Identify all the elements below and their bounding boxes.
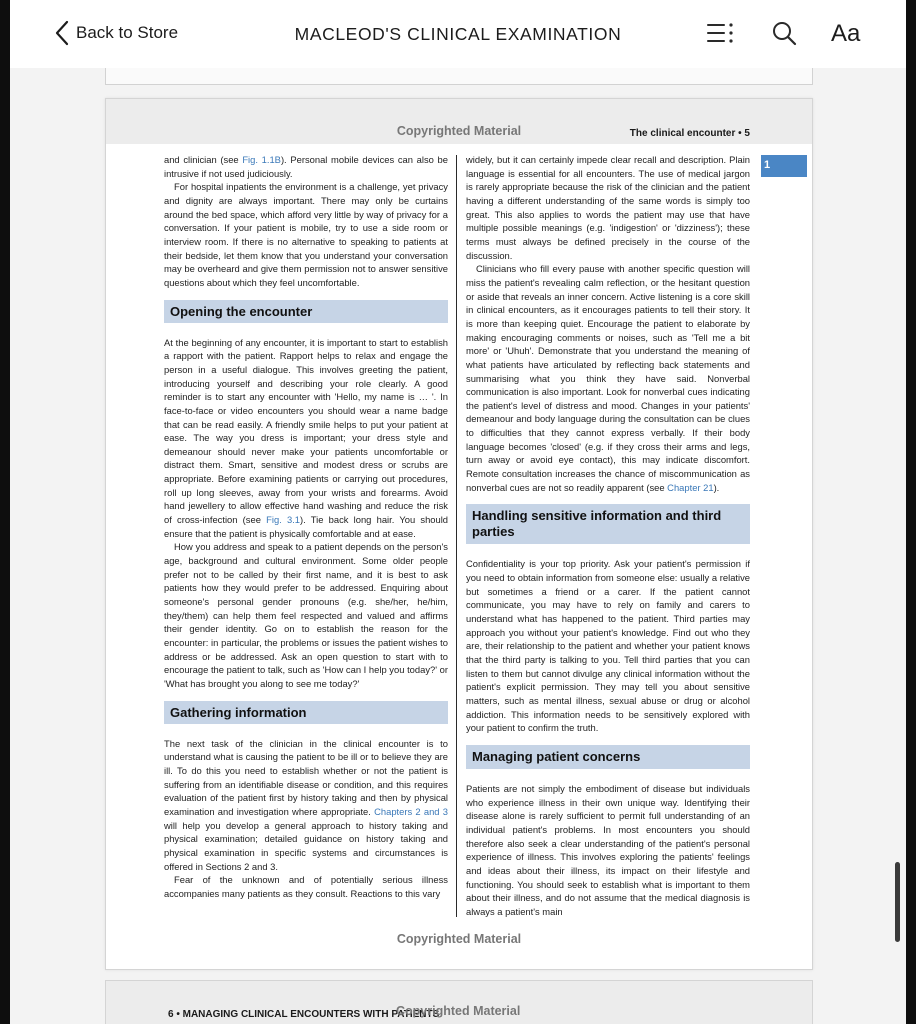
copyright-notice-top: Copyrighted Material	[396, 124, 522, 138]
book-page	[105, 98, 813, 970]
left-edge	[0, 0, 10, 1024]
right-edge	[906, 0, 916, 1024]
paragraph: Confidentiality is your top priority. Ask your patient's permission if you need to obtain information from someone else: usually a relative but sometimes a friend or a carer. If the patient cannot communicate, you may have to rely on family and carers to understand what has happened to the patient. Third parties may approach you without your patient's knowledge. Find out who they are, their relationship to the patient and whether your patient knows that the third party is talking to you. Tell third parties that you can listen to them but cannot divulge any clinical information without the patient's explicit permission. They may tell you about sensitive matters, such as mental illness, sexual abuse or drug or alcohol addiction. This information needs to be sensitively explored with your patient to confirm the truth.	[466, 558, 750, 734]
right-column	[466, 153, 750, 919]
section-heading: Gathering information	[164, 701, 448, 724]
book-title: MACLEOD'S CLINICAL EXAMINATION	[294, 24, 622, 44]
running-head: The clinical encounter • 5	[629, 128, 750, 139]
chapter-link[interactable]: Chapters 2 and 3	[374, 805, 448, 817]
next-running-head: 6 • MANAGING CLINICAL ENCOUNTERS WITH PATIENTS	[168, 1009, 440, 1020]
scrollbar-thumb[interactable]	[895, 862, 900, 942]
paragraph: Fear of the unknown and of potentially serious illness accompanies many patients as they consult. Reactions to this vary	[164, 874, 448, 899]
search-icon[interactable]	[770, 18, 800, 53]
section-heading: Handling sensitive information and third parties	[466, 504, 750, 544]
copyright-notice-bottom: Copyrighted Material	[396, 932, 522, 946]
section-heading: Opening the encounter	[164, 300, 448, 323]
chapter-tab: 1	[761, 155, 807, 177]
paragraph: For hospital inpatients the environment is a challenge, yet privacy and dignity are always important. There may only be curtains around the bed space, which afford very little by way of privacy for a conversation. If your patient is mobile, try to use a side room or interview room. If there is no alternative to speaking to patients at their bedside, let them know that you understand your conversation may be overheard and give them permission not to answer sensitive questions about which they feel uncomfortable.	[164, 181, 448, 288]
next-copyright-notice: Copyrighted Material	[396, 1004, 521, 1018]
back-label: Back to Store	[76, 23, 179, 42]
left-column	[164, 153, 448, 901]
toc-list-icon[interactable]	[706, 18, 736, 53]
next-page	[105, 980, 813, 1024]
column-divider	[456, 155, 457, 917]
chapter-link[interactable]: Chapter 21	[667, 481, 714, 493]
paragraph: How you address and speak to a patient depends on the person's age, background and cultural environment. Some older people prefer not to be called by their first name, and it is best to ask patients how they would prefer to be addressed. Enquiring about someone's personal gender pronouns (e.g. she/her, he/him, they/them) can help them feel respected and valued and affirms their gender identity. Go on to establish the reason for the encounter: in particular, the problems or issues the patient wishes to address or be addressed. Ask an open question to start with to encourage the patient to talk, such as 'How can I help you today?' or 'What has brought you along to see me today?'	[164, 541, 448, 689]
reading-area	[10, 68, 906, 1024]
paragraph: and clinician (see Fig. 1.1B). Personal mobile devices can also be intrusive if not used judiciously.	[164, 154, 448, 179]
figure-link[interactable]: Fig. 3.1	[266, 514, 301, 526]
chevron-left-icon	[54, 20, 70, 46]
previous-page	[105, 68, 813, 85]
reader-toolbar	[10, 0, 906, 69]
back-to-store-button[interactable]	[54, 20, 178, 46]
section-heading: Managing patient concerns	[466, 745, 750, 769]
paragraph: widely, but it can certainly impede clear recall and description. Plain language is essential for all encounters. The use of medical jargon is rarely appropriate because the risk of the clinician and the patient having a different understanding of the same words is simply too great. This also applies to words the patient may use that have multiple possible meanings (e.g. 'indigestion' or 'dizziness'); these terms must always be defined precisely in the course of the discussion.	[466, 154, 750, 261]
paragraph: The next task of the clinician in the clinical encounter is to understand what is causing the patient to be ill or to believe they are ill. To do this you need to establish whether or not the patient is suffering from an identifiable disease or condition, and this requires evaluation of the patient first by history taking and then by physical examination and investigation where appropriate. Chapters 2 and 3 will help you develop a general approach to history taking and physical examination; detailed guidance on history taking and physical examination in specific systems and circumstances is offered in Sections 2 and 3.	[164, 737, 448, 872]
paragraph: Clinicians who fill every pause with another specific question will miss the patient's revealing calm reflection, or the hesitant question or aside that reveals an inner concern. Active listening is a core skill in clinical encounters, as it encourages patients to tell their story. It is more than keeping quiet. Encourage the patient to elaborate by making encouraging comments or noises, such as 'Tell me a bit more' or 'Uhuh'. Demonstrate that you understand the meaning of what patients have articulated by reflecting back statements and summarising what you think they have said. Nonverbal communication is also important. Look for nonverbal cues indicating the patient's level of distress and mood. Changes in your patients' demeanour and body language during the consultation can be clues to difficulties that they cannot express verbally. If their body language becomes 'closed' (e.g. if they cross their arms and legs, turn away or avoid eye contact), this may indicate discomfort. Remote consultation increases the chance of miscommunication as nonverbal cues are not so readily apparent (see Chapter 21).	[466, 263, 750, 493]
figure-link[interactable]: Fig. 1.1B	[242, 154, 281, 165]
font-settings-button[interactable]: Aa	[831, 20, 861, 47]
paragraph: Patients are not simply the embodiment of disease but individuals who experience illness in their own unique way. Identifying their disease alone is rarely sufficient to permit full understanding of an individual patient's problems. In most encounters you should therefore also seek a clear understanding of the patient's personal experience of illness. This involves exploring the patients' feelings and ideas about their illness, its impact on their lifestyle and functioning. You should seek to establish what is important to them about their illness, and do not assume that the medical diagnosis is always a patient's main	[466, 782, 750, 917]
paragraph: At the beginning of any encounter, it is important to start to establish a rapport with the patient. Rapport helps to relax and engage the person in a useful dialogue. This involves greeting the patient, introducing yourself and describing your role clearly. A good reminder is to start any encounter with 'Hello, my name is … '. In face-to-face or video encounters you should wear a name badge that can be read easily. A friendly smile helps to put your patient at ease. The way you dress is important; your dress style and demeanour should never make your patients uncomfortable or distract them. Smart, sensitive and modest dress or scrubs are appropriate. Before examining patients or carrying out procedures, roll up long sleeves, away from your wrists and forearms. Avoid hand jewellery to allow effective hand washing and reduce the risk of cross-infection (see Fig. 3.1). Tie back long hair. You should ensure that the patient is physically comfortable and at ease.	[164, 336, 449, 539]
